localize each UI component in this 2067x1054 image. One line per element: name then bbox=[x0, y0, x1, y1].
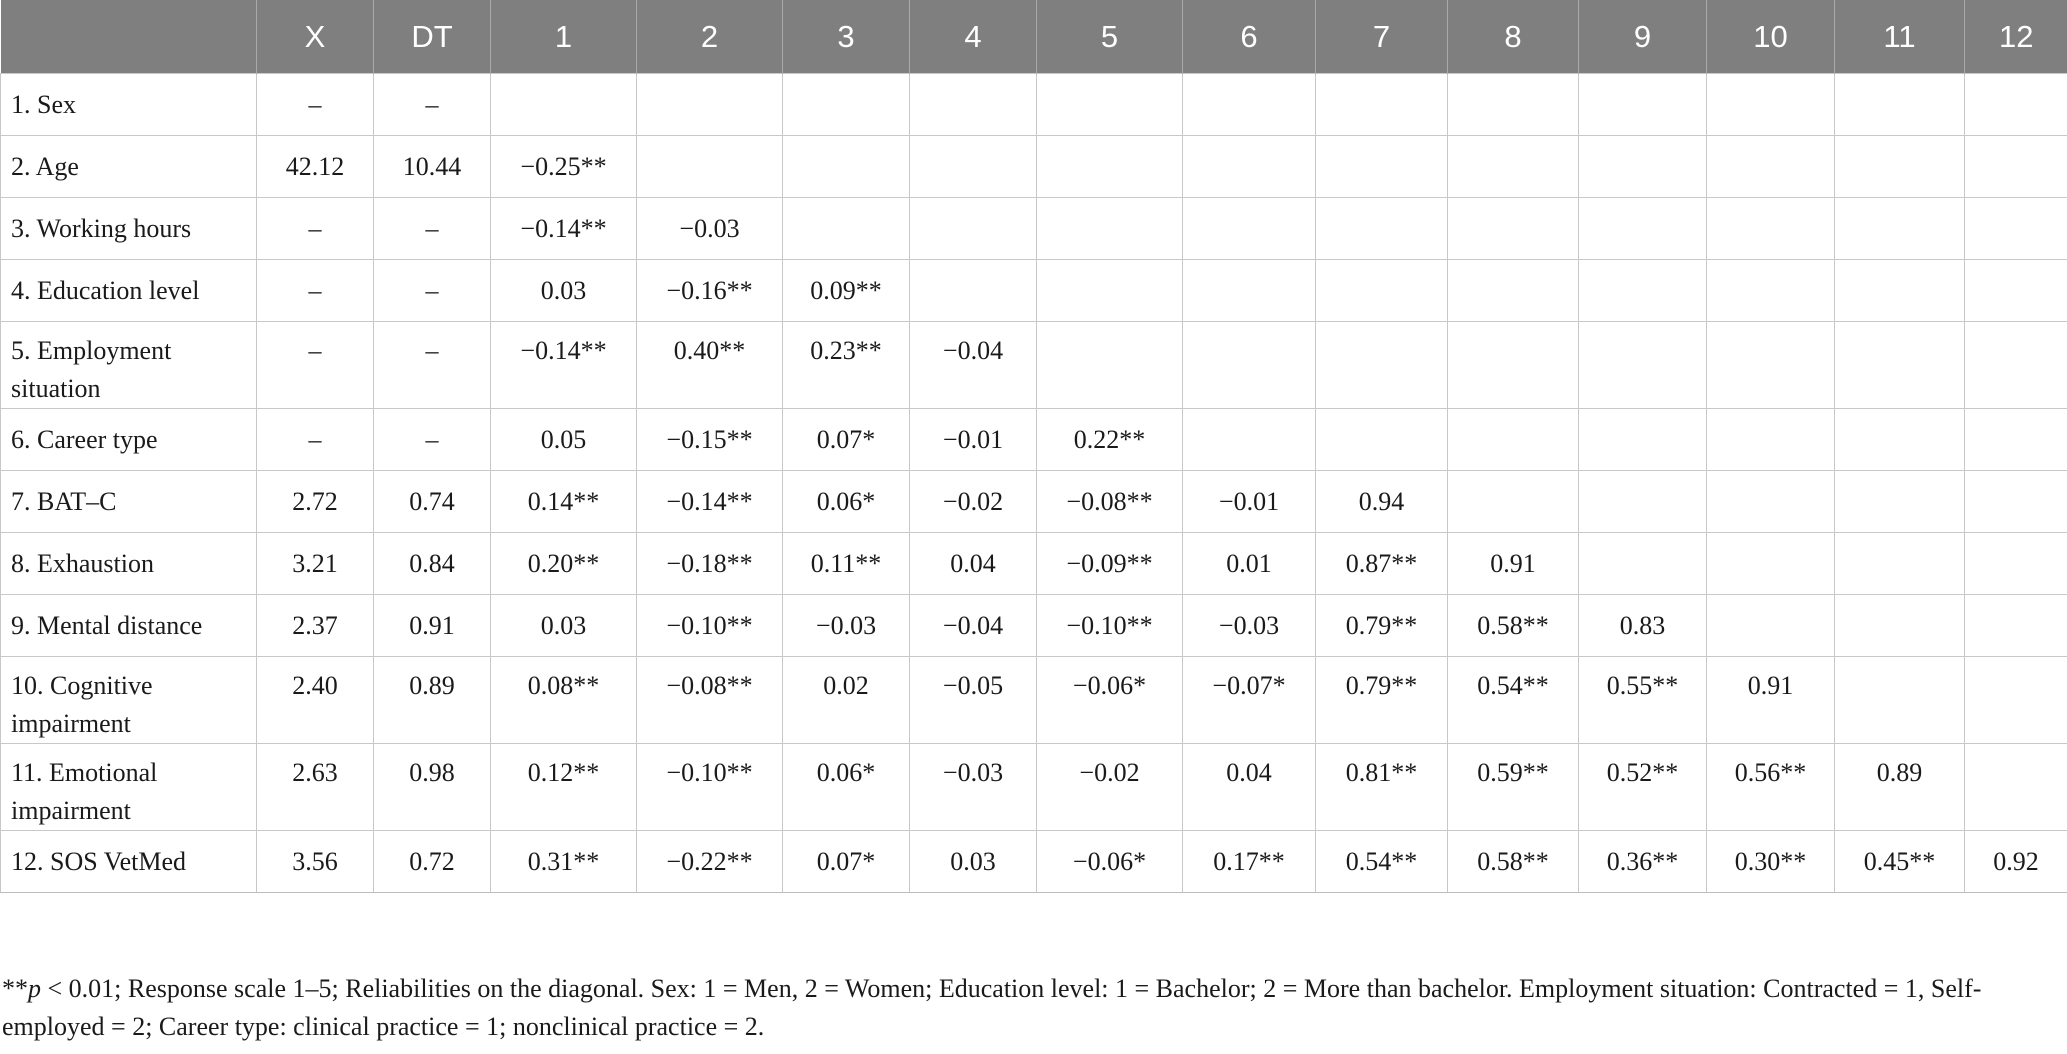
table-cell bbox=[1707, 136, 1835, 198]
table-cell: 0.58** bbox=[1448, 831, 1579, 893]
table-cell: −0.16** bbox=[637, 260, 783, 322]
table-row bbox=[1, 533, 2067, 595]
table-cell: 2.37 bbox=[257, 595, 374, 657]
table-cell: 0.03 bbox=[491, 260, 637, 322]
table-cell bbox=[1707, 260, 1835, 322]
table-cell bbox=[637, 136, 783, 198]
header-cell-6: 6 bbox=[1183, 0, 1316, 74]
table-cell bbox=[1707, 533, 1835, 595]
header-cell-11: 11 bbox=[1835, 0, 1965, 74]
table-cell: 0.06* bbox=[783, 744, 910, 831]
table-cell: −0.04 bbox=[910, 595, 1037, 657]
table-cell bbox=[1037, 136, 1183, 198]
table-cell: 0.89 bbox=[374, 657, 491, 744]
table-cell bbox=[1448, 471, 1579, 533]
table-cell: 0.54** bbox=[1316, 831, 1448, 893]
table-cell bbox=[1316, 198, 1448, 260]
table-cell: 0.79** bbox=[1316, 657, 1448, 744]
table-cell: 0.91 bbox=[1707, 657, 1835, 744]
table-cell bbox=[1965, 595, 2067, 657]
table-cell bbox=[1316, 136, 1448, 198]
table-cell bbox=[1965, 260, 2067, 322]
table-cell: 0.09** bbox=[783, 260, 910, 322]
header-cell-5: 5 bbox=[1037, 0, 1183, 74]
table-cell bbox=[1579, 198, 1707, 260]
table-cell: 0.91 bbox=[374, 595, 491, 657]
header-cell-blank bbox=[1, 0, 257, 74]
table-row bbox=[1, 831, 2067, 893]
table-cell: 42.12 bbox=[257, 136, 374, 198]
table-cell: −0.02 bbox=[1037, 744, 1183, 831]
footnote-text: < 0.01; Response scale 1–5; Reliabilities on the diagonal. Sex: 1 = Men, 2 = Women; Education level: 1 = Bachelor; 2 = More than bachelor. Employment situation: Contracted = 1, Self-employed = 2; Career type: clinical practice = 1; nonclinical practice = 2. bbox=[2, 974, 1982, 1041]
table-cell: 0.11** bbox=[783, 533, 910, 595]
table-cell: 0.03 bbox=[491, 595, 637, 657]
table-cell: −0.10** bbox=[1037, 595, 1183, 657]
table-cell: −0.22** bbox=[637, 831, 783, 893]
table-cell bbox=[1707, 322, 1835, 409]
table-cell: −0.18** bbox=[637, 533, 783, 595]
table-cell: −0.01 bbox=[910, 409, 1037, 471]
header-cell-dt: DT bbox=[374, 0, 491, 74]
table-cell: 0.03 bbox=[910, 831, 1037, 893]
table-cell: 0.02 bbox=[783, 657, 910, 744]
table-cell bbox=[910, 198, 1037, 260]
table-cell: 0.23** bbox=[783, 322, 910, 409]
table-cell: −0.04 bbox=[910, 322, 1037, 409]
table-row bbox=[1, 198, 2067, 260]
row-label: 11. Emotional impairment bbox=[1, 744, 257, 831]
table-cell: −0.14** bbox=[637, 471, 783, 533]
table-cell: – bbox=[257, 322, 374, 409]
table-cell: −0.05 bbox=[910, 657, 1037, 744]
table-cell bbox=[1579, 322, 1707, 409]
table-cell bbox=[1835, 533, 1965, 595]
table-body bbox=[1, 74, 2067, 893]
table-cell: −0.15** bbox=[637, 409, 783, 471]
table-cell: 3.56 bbox=[257, 831, 374, 893]
table-cell bbox=[1316, 74, 1448, 136]
table-cell: 2.72 bbox=[257, 471, 374, 533]
table-cell: 0.20** bbox=[491, 533, 637, 595]
table-row bbox=[1, 322, 2067, 409]
table-cell: 0.04 bbox=[910, 533, 1037, 595]
header-cell-2: 2 bbox=[637, 0, 783, 74]
table-cell: 0.52** bbox=[1579, 744, 1707, 831]
table-cell: 0.07* bbox=[783, 409, 910, 471]
table-cell: 0.83 bbox=[1579, 595, 1707, 657]
table-cell: 0.36** bbox=[1579, 831, 1707, 893]
header-row bbox=[1, 0, 2067, 74]
table-cell bbox=[1965, 136, 2067, 198]
row-label: 2. Age bbox=[1, 136, 257, 198]
table-cell: −0.06* bbox=[1037, 831, 1183, 893]
table-cell: 0.59** bbox=[1448, 744, 1579, 831]
table-cell: −0.08** bbox=[1037, 471, 1183, 533]
table-cell: 0.14** bbox=[491, 471, 637, 533]
table-cell bbox=[1448, 136, 1579, 198]
table-cell bbox=[1579, 136, 1707, 198]
row-label: 3. Working hours bbox=[1, 198, 257, 260]
table-cell bbox=[1183, 74, 1316, 136]
table-cell: −0.10** bbox=[637, 744, 783, 831]
table-cell bbox=[1965, 322, 2067, 409]
table-cell: 2.40 bbox=[257, 657, 374, 744]
table-cell bbox=[1835, 657, 1965, 744]
row-label: 12. SOS VetMed bbox=[1, 831, 257, 893]
table-cell: 0.17** bbox=[1183, 831, 1316, 893]
row-label: 6. Career type bbox=[1, 409, 257, 471]
table-cell bbox=[1707, 471, 1835, 533]
table-cell: −0.14** bbox=[491, 322, 637, 409]
header-cell-9: 9 bbox=[1579, 0, 1707, 74]
table-cell: 0.12** bbox=[491, 744, 637, 831]
table-cell: 0.79** bbox=[1316, 595, 1448, 657]
table-cell bbox=[1316, 322, 1448, 409]
table-cell bbox=[1183, 198, 1316, 260]
table-cell: 0.40** bbox=[637, 322, 783, 409]
table-cell bbox=[1183, 260, 1316, 322]
table-cell bbox=[1835, 322, 1965, 409]
table-cell bbox=[1965, 471, 2067, 533]
table-cell: −0.08** bbox=[637, 657, 783, 744]
header-cell-10: 10 bbox=[1707, 0, 1835, 74]
table-cell bbox=[783, 198, 910, 260]
table-cell bbox=[1448, 74, 1579, 136]
table-cell: 0.91 bbox=[1448, 533, 1579, 595]
table-cell: – bbox=[374, 409, 491, 471]
table-cell bbox=[1965, 409, 2067, 471]
table-cell bbox=[1579, 409, 1707, 471]
footnote-p-symbol: p bbox=[28, 974, 41, 1003]
table-cell: 0.72 bbox=[374, 831, 491, 893]
table-cell: 0.94 bbox=[1316, 471, 1448, 533]
table-cell: −0.06* bbox=[1037, 657, 1183, 744]
table-cell: 0.04 bbox=[1183, 744, 1316, 831]
table-cell: 0.92 bbox=[1965, 831, 2067, 893]
header-cell-4: 4 bbox=[910, 0, 1037, 74]
table-cell: 0.74 bbox=[374, 471, 491, 533]
table-cell: −0.01 bbox=[1183, 471, 1316, 533]
table-cell: 3.21 bbox=[257, 533, 374, 595]
table-cell: – bbox=[374, 74, 491, 136]
table-row bbox=[1, 74, 2067, 136]
table-cell: 0.87** bbox=[1316, 533, 1448, 595]
header-cell-x: X bbox=[257, 0, 374, 74]
row-label: 8. Exhaustion bbox=[1, 533, 257, 595]
table-cell: 0.06* bbox=[783, 471, 910, 533]
table-cell: 2.63 bbox=[257, 744, 374, 831]
table-cell bbox=[1316, 260, 1448, 322]
header-cell-12: 12 bbox=[1965, 0, 2067, 74]
table-cell: – bbox=[374, 322, 491, 409]
table-header bbox=[1, 0, 2067, 74]
table-cell: 0.58** bbox=[1448, 595, 1579, 657]
header-cell-7: 7 bbox=[1316, 0, 1448, 74]
table-cell bbox=[1707, 595, 1835, 657]
table-cell: 0.07* bbox=[783, 831, 910, 893]
table-cell: 0.54** bbox=[1448, 657, 1579, 744]
table-cell bbox=[1965, 744, 2067, 831]
header-cell-3: 3 bbox=[783, 0, 910, 74]
footnote-marker: ** bbox=[2, 974, 28, 1003]
table-cell bbox=[1835, 409, 1965, 471]
table-row bbox=[1, 471, 2067, 533]
table-cell: 0.89 bbox=[1835, 744, 1965, 831]
table-cell bbox=[1183, 409, 1316, 471]
table-cell bbox=[1448, 322, 1579, 409]
row-label: 5. Employment situation bbox=[1, 322, 257, 409]
table-cell: −0.25** bbox=[491, 136, 637, 198]
table-cell: 0.81** bbox=[1316, 744, 1448, 831]
table-cell bbox=[1579, 74, 1707, 136]
table-cell bbox=[1835, 198, 1965, 260]
table-cell: −0.07* bbox=[1183, 657, 1316, 744]
table-cell: 0.55** bbox=[1579, 657, 1707, 744]
table-cell: 0.08** bbox=[491, 657, 637, 744]
table-cell bbox=[1965, 533, 2067, 595]
table-cell bbox=[1965, 198, 2067, 260]
table-cell bbox=[1448, 198, 1579, 260]
row-label: 9. Mental distance bbox=[1, 595, 257, 657]
table-cell bbox=[1037, 322, 1183, 409]
table-cell: −0.03 bbox=[637, 198, 783, 260]
table-cell bbox=[1835, 260, 1965, 322]
table-cell bbox=[1448, 260, 1579, 322]
table-row bbox=[1, 657, 2067, 744]
table-cell: – bbox=[257, 74, 374, 136]
table-cell: −0.10** bbox=[637, 595, 783, 657]
table-cell bbox=[491, 74, 637, 136]
table-footnote bbox=[0, 970, 2032, 1046]
table-cell: 0.30** bbox=[1707, 831, 1835, 893]
row-label: 4. Education level bbox=[1, 260, 257, 322]
header-cell-8: 8 bbox=[1448, 0, 1579, 74]
table-cell: −0.03 bbox=[910, 744, 1037, 831]
table-cell bbox=[1707, 198, 1835, 260]
row-label: 1. Sex bbox=[1, 74, 257, 136]
table-cell bbox=[1316, 409, 1448, 471]
table-cell: – bbox=[374, 260, 491, 322]
table-cell: – bbox=[374, 198, 491, 260]
table-row bbox=[1, 409, 2067, 471]
table-cell: −0.09** bbox=[1037, 533, 1183, 595]
table-cell bbox=[1965, 74, 2067, 136]
table-cell bbox=[1835, 74, 1965, 136]
table-cell bbox=[1835, 595, 1965, 657]
table-cell bbox=[1579, 533, 1707, 595]
table-cell bbox=[910, 74, 1037, 136]
table-cell: 10.44 bbox=[374, 136, 491, 198]
table-cell: 0.05 bbox=[491, 409, 637, 471]
table-cell bbox=[1965, 657, 2067, 744]
table-cell: 0.22** bbox=[1037, 409, 1183, 471]
table-cell bbox=[1579, 471, 1707, 533]
table-cell bbox=[1037, 198, 1183, 260]
table-row bbox=[1, 595, 2067, 657]
table-cell: 0.56** bbox=[1707, 744, 1835, 831]
table-cell bbox=[1448, 409, 1579, 471]
row-label: 7. BAT–C bbox=[1, 471, 257, 533]
table-cell: −0.14** bbox=[491, 198, 637, 260]
table-cell: 0.45** bbox=[1835, 831, 1965, 893]
table-cell bbox=[1037, 74, 1183, 136]
table-cell bbox=[783, 136, 910, 198]
table-cell bbox=[1835, 471, 1965, 533]
table-cell bbox=[783, 74, 910, 136]
table-cell: −0.03 bbox=[1183, 595, 1316, 657]
table-cell bbox=[1183, 322, 1316, 409]
table-cell bbox=[910, 260, 1037, 322]
table-cell bbox=[1707, 74, 1835, 136]
row-label: 10. Cognitive impairment bbox=[1, 657, 257, 744]
table-cell: 0.01 bbox=[1183, 533, 1316, 595]
table-row bbox=[1, 136, 2067, 198]
table-cell bbox=[637, 74, 783, 136]
table-cell: 0.84 bbox=[374, 533, 491, 595]
table-cell bbox=[1835, 136, 1965, 198]
table-cell: – bbox=[257, 260, 374, 322]
table-cell: 0.31** bbox=[491, 831, 637, 893]
table-cell bbox=[1183, 136, 1316, 198]
table-row bbox=[1, 260, 2067, 322]
header-cell-1: 1 bbox=[491, 0, 637, 74]
table-cell: −0.02 bbox=[910, 471, 1037, 533]
table-cell: −0.03 bbox=[783, 595, 910, 657]
table-cell: 0.98 bbox=[374, 744, 491, 831]
table-cell bbox=[1707, 409, 1835, 471]
table-cell: – bbox=[257, 409, 374, 471]
table-cell bbox=[1037, 260, 1183, 322]
table-row bbox=[1, 744, 2067, 831]
table-cell bbox=[910, 136, 1037, 198]
table-cell bbox=[1579, 260, 1707, 322]
table-cell: – bbox=[257, 198, 374, 260]
